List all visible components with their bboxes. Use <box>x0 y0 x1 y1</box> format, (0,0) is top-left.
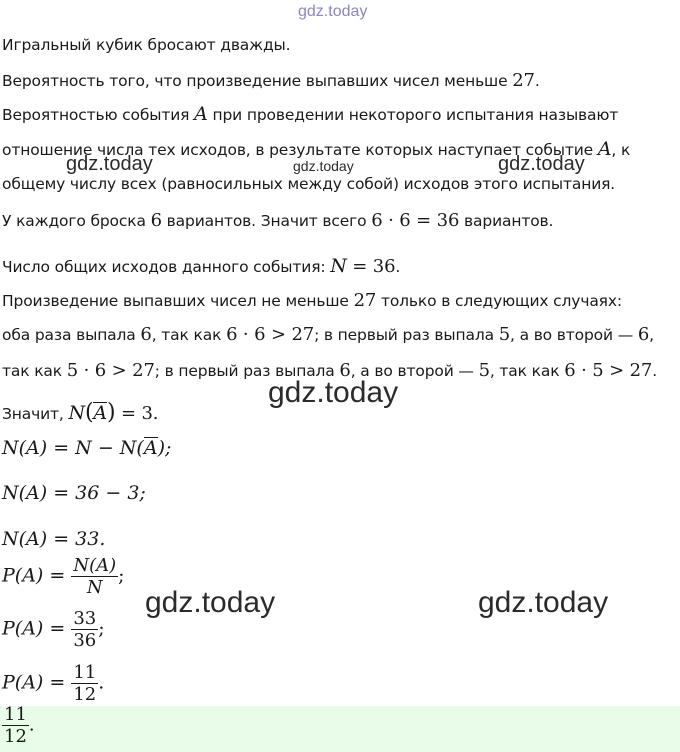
definition-line-1 <box>2 103 618 125</box>
paren-close: ) <box>106 400 116 425</box>
cases-text-2d: , а во второй — <box>510 326 638 344</box>
task-line-2 <box>2 70 540 91</box>
def-text-1a: Вероятностью события <box>2 106 195 124</box>
paren-open: ( <box>84 400 94 425</box>
variants-text-a: У каждого броска <box>2 212 151 230</box>
answer-den: 12 <box>4 726 27 747</box>
formula-1-A-bar: A <box>143 437 158 459</box>
fraction-11-over-12 <box>71 662 98 705</box>
task-number-27: 27 <box>512 70 535 91</box>
total-end: . <box>395 258 401 276</box>
frac3-num: 11 <box>73 662 97 683</box>
dot-3: . <box>98 671 105 694</box>
cases-line-2 <box>2 324 654 345</box>
formula-2: N(A) = 36 − 3; <box>2 482 146 504</box>
cases-number-27: 27 <box>353 290 377 311</box>
def-var-A-2: A <box>597 138 612 160</box>
cases-text-3c: , а во второй — <box>350 362 479 380</box>
formula-1 <box>2 437 171 459</box>
frac1-den: N <box>71 576 118 598</box>
total-line <box>2 255 400 277</box>
cases-n3: 6 <box>637 324 650 345</box>
semi-1: ; <box>118 564 125 587</box>
formula-eq-3: = 3. <box>115 403 159 424</box>
cases-expr-3: 6 · 5 > 27 <box>564 360 653 381</box>
watermark-mid-right: gdz.today <box>498 153 585 175</box>
def-text-1b: при проведении некоторого испытания называют <box>207 106 619 124</box>
answer-num: 11 <box>4 704 27 725</box>
watermark-mid-left: gdz.today <box>66 153 153 175</box>
task-line-1: Игральный кубик бросают дважды. <box>2 36 291 54</box>
cases-text-3a: так как <box>2 362 67 380</box>
def-var-A: A <box>194 103 208 125</box>
watermark-big-center: gdz.today <box>268 376 399 409</box>
cases-n5: 5 <box>478 360 490 381</box>
def-text-2b: , к <box>611 141 631 159</box>
cases-text-1b: только в следующих случаях: <box>376 292 622 310</box>
variants-text-b: вариантов. Значит всего <box>161 212 372 230</box>
formula-1-end: ); <box>157 437 172 459</box>
formula-3: N(A) = 33. <box>2 528 106 550</box>
watermark-mid-center: gdz.today <box>293 158 354 174</box>
p-lhs-1: P(A) = <box>2 564 72 587</box>
answer <box>2 704 35 747</box>
def-text-2a: отношение числа тех исходов, в результате которых наступает событие <box>2 141 598 159</box>
formula-N: N <box>68 402 85 424</box>
answer-end: . <box>28 714 35 736</box>
total-expression: = 36 <box>346 256 396 277</box>
p-lhs-2: P(A) = <box>2 617 72 640</box>
variants-line <box>2 210 553 231</box>
p-lhs-3: P(A) = <box>2 671 72 694</box>
variants-expression: 6 · 6 = 36 <box>371 210 460 231</box>
answer-fraction <box>2 704 29 747</box>
cases-text-1a: Произведение выпавших чисел не меньше <box>2 292 354 310</box>
fraction-NA-over-N <box>71 555 118 598</box>
total-text: Число общих исходов данного события: <box>2 258 331 276</box>
watermark-big-left: gdz.today <box>145 586 276 619</box>
watermark-big-right: gdz.today <box>478 586 609 619</box>
cases-text-2b: , так как <box>151 326 227 344</box>
cases-n4: 6 <box>339 360 351 381</box>
frac1-num: N(A) <box>73 555 117 576</box>
variants-number: 6 <box>150 210 162 231</box>
semi-2: ; <box>98 617 105 640</box>
answer-bar <box>0 706 680 752</box>
total-var-N: N <box>330 255 347 277</box>
cases-n2: 5 <box>498 324 511 345</box>
formula-p-1 <box>2 555 125 598</box>
formula-complement <box>2 400 158 425</box>
definition-line-3: общему числу всех (равносильных между собой) исходов этого испытания. <box>2 175 616 193</box>
A-bar: A <box>93 402 107 424</box>
cases-expr-1: 6 · 6 > 27 <box>226 324 315 345</box>
znachit-text: Значит, <box>2 405 69 423</box>
formula-p-2 <box>2 608 105 651</box>
frac3-den: 12 <box>73 684 97 705</box>
cases-text-3d: , так как <box>489 362 565 380</box>
cases-text-2a: оба раза выпала <box>2 326 141 344</box>
task-line-2-end: . <box>534 72 540 90</box>
cases-text-3e: . <box>652 362 657 380</box>
frac2-num: 33 <box>73 608 97 629</box>
formula-1-lhs: N(A) = N − N( <box>2 437 144 459</box>
variants-text-c: вариантов. <box>459 212 554 230</box>
cases-text-3b: ; в первый раз выпала <box>154 362 340 380</box>
cases-line-1 <box>2 290 622 311</box>
cases-text-2e: , <box>649 326 654 344</box>
fraction-33-over-36 <box>71 608 98 651</box>
frac2-den: 36 <box>73 630 97 651</box>
formula-p-3 <box>2 662 104 705</box>
cases-text-2c: ; в первый раз выпала <box>314 326 499 344</box>
cases-n1: 6 <box>140 324 152 345</box>
task-line-2-text: Вероятность того, что произведение выпавших чисел меньше <box>2 72 513 90</box>
cases-expr-2: 5 · 6 > 27 <box>66 360 155 381</box>
watermark-top: gdz.today <box>298 3 368 20</box>
